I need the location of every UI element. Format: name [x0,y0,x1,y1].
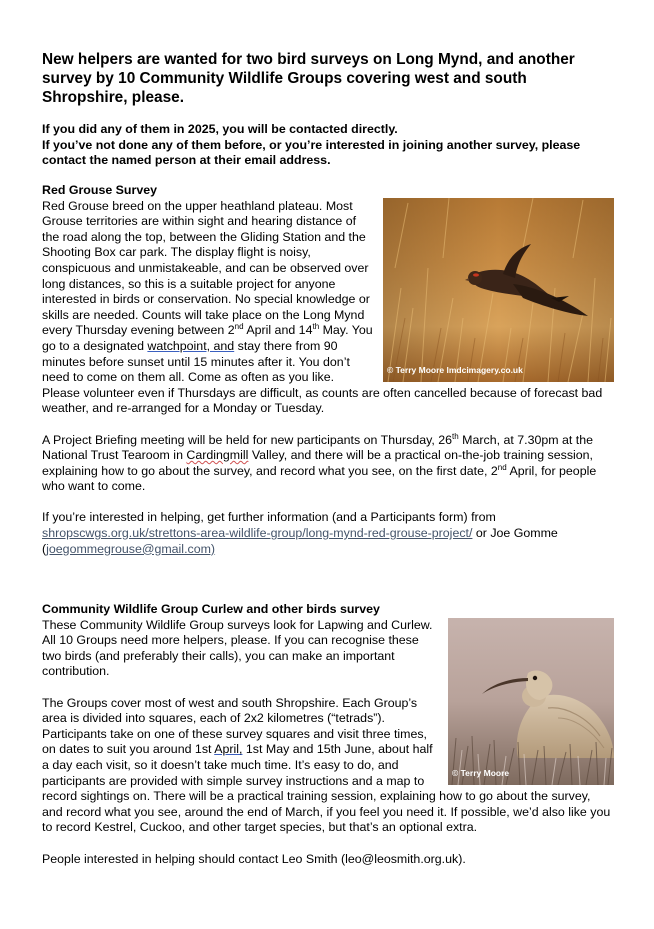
joe-gomme-email-link[interactable]: joegommegrouse@gmail.com) [46,541,216,556]
intro-line-1: If you did any of them in 2025, you will be contacted directly. [42,122,398,136]
grouse-paragraph-1: Red Grouse breed on the upper heathland plateau. Most Grouse territories are within sight and hearing distance of the road along the top, between the Gliding Station and the Shooting Box car park. The display flight is noisy, conspicuous and unmistakeable, and can be observed over long distances, so this is a suitable project for anyone interested in birds or conservation. No special knowledge or skills are needed. Counts will take place on the Long Mynd every Thursday evening between 2nd April and 14th May. You go to a designated watchpoint, and stay there from 90 minutes before sunset until 15 minutes after it. You don’t need to come on them all. Come as often as you like. Please volunteer even if Thursdays are difficult, as counts are often cancelled because of forecast bad weather, and re-arranged for a Monday or Tuesday. [42,198,603,416]
curlew-paragraph-1: These Community Wildlife Group surveys look for Lapwing and Curlew. All 10 Groups need more helpers, please. If you can recognise these two birds (and preferably their calls), you can make an important contribution. [42,617,433,679]
curlew-paragraph-2: The Groups cover most of west and south Shropshire. Each Group’s area is divided into squares, each of 2x2 kilometres (“tetrads”). Participants take on one of these survey squares and visit three times, on dates to suit you around 1st April, 1st May and 15th June, about half a day each visit, so it doesn’t take much time. It’s easy to do, and participants are provided with simple survey instructions and a map to record sightings on. There will be a practical training session, explaining how to go about the survey, and record what you see, around the end of March, if you feel you need it. If possible, we’d also like you to record Kestrel, Cuckoo, and other target species, but that’s an optional extra. [42,695,611,835]
april-text: April, [214,742,243,757]
cardingmill-text: Cardingmill [186,448,249,463]
curlew-heading: Community Wildlife Group Curlew and other birds survey [42,602,380,616]
curlew-section [42,602,614,867]
watchpoint-text: watchpoint, and [147,338,235,353]
curlew-image [448,618,614,785]
grouse-photo-credit: © Terry Moore lmdcimagery.co.uk [387,364,523,375]
intro-block [42,122,612,169]
curlew-paragraph-3: People interested in helping should contact Leo Smith (leo@leosmith.org.uk). [42,851,466,866]
page-title: New helpers are wanted for two bird surveys on Long Mynd, and another survey by 10 Community Wildlife Groups covering west and south Shropshire, please. [42,51,575,106]
curlew-photo-credit: © Terry Moore [452,767,510,778]
red-grouse-image [383,198,614,382]
grouse-heading: Red Grouse Survey [42,183,158,197]
curlew-photo [448,618,614,785]
grouse-paragraph-3: If you’re interested in helping, get further information (and a Participants form) from shropscwgs.org.uk/strettons-area-wildlife-group/long-mynd-red-grouse-project/ or Joe Gomme (joegommegrouse@gmail.com) [42,510,558,556]
grouse-photo [383,198,614,382]
intro-line-2: If you’ve not done any of them before, or you’re interested in joining another survey, please contact the named person at their email address. [42,137,581,167]
grouse-paragraph-2: A Project Briefing meeting will be held for new participants on Thursday, 26th March, at 7.30pm at the National Trust Tearoom in Cardingmill Valley, and there will be a practical on-the-job training session, explaining how to go about the survey, and record what you see, on the first date, 2nd April, for people who want to come. [42,431,597,494]
grouse-section [42,183,614,557]
project-link[interactable]: shropscwgs.org.uk/strettons-area-wildlife-group/long-mynd-red-grouse-project/ [42,526,473,541]
